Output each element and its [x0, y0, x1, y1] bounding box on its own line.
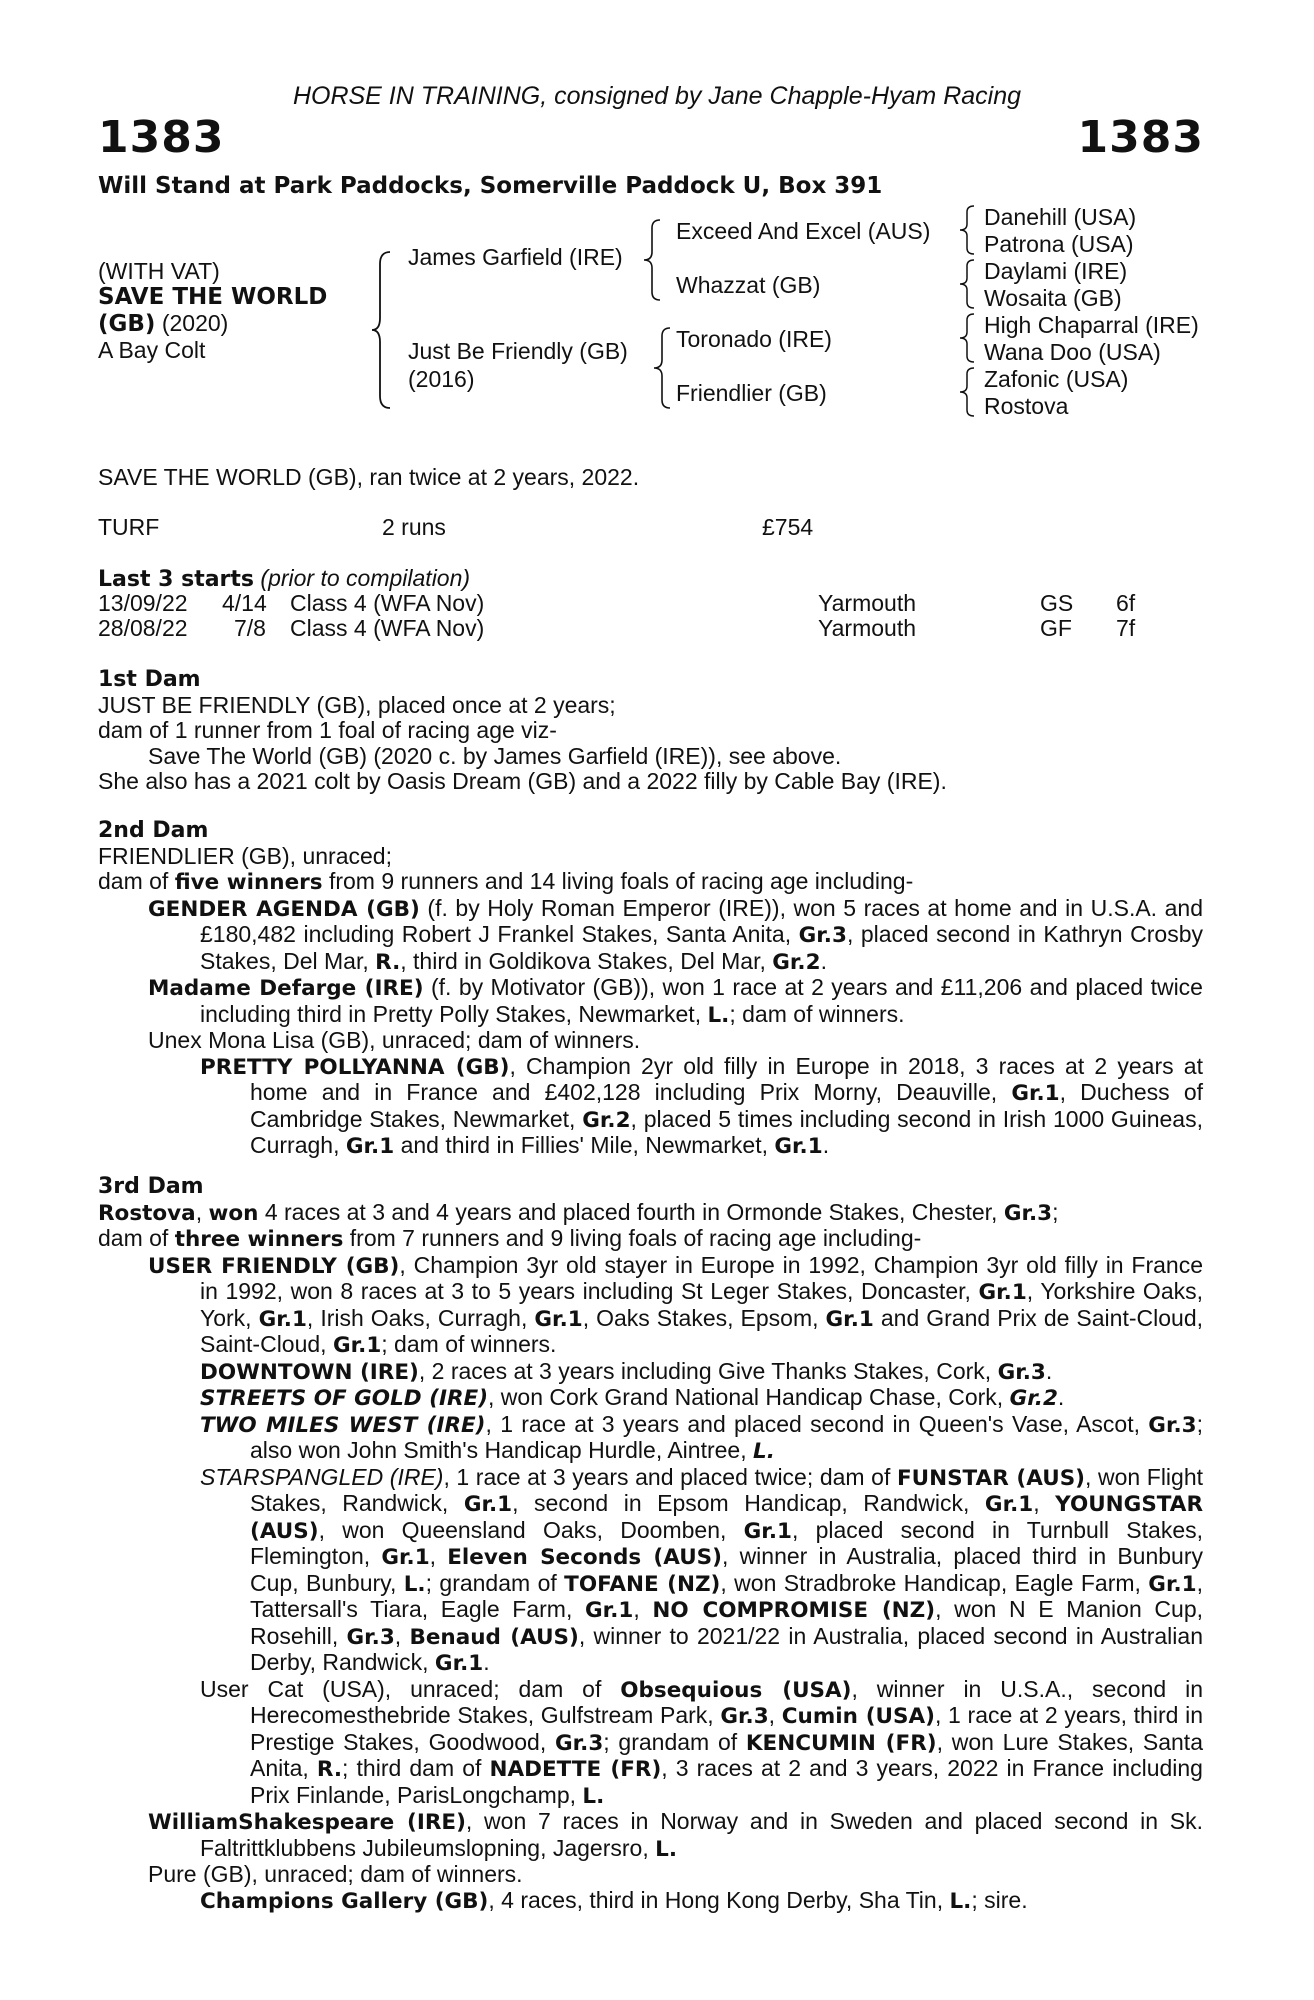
- second-dam-produce: GENDER AGENDA (GB) (f. by Holy Roman Emperor (IRE)), won 5 races at home and in U.S.A. and £180,482 including Robert J Frankel Stakes, Santa Anita, Gr.3, placed second in Kathryn Crosby Stakes, Del Mar, R., third in Goldikova Stakes, Del Mar, Gr.2.: [148, 894, 1203, 975]
- third-dam-line: dam of three winners from 7 runners and 9 living foals of racing age including-: [98, 1225, 922, 1252]
- pedigree-ssd: Patrona (USA): [984, 231, 1134, 257]
- pedigree-brace-sd: [958, 258, 978, 310]
- stand-location: Will Stand at Park Paddocks, Somerville Paddock U, Box 391: [98, 173, 883, 199]
- start-position: 4/14: [222, 590, 267, 616]
- start-date: 28/08/22: [98, 615, 188, 641]
- turf-label: TURF: [98, 514, 160, 540]
- horse-origin-year: (GB) (2020): [98, 310, 229, 337]
- start-race: Class 4 (WFA Nov): [290, 590, 485, 616]
- start-going: GF: [1040, 615, 1072, 641]
- lot-number-right: 1383: [1077, 112, 1204, 163]
- horse-name: SAVE THE WORLD: [98, 284, 328, 310]
- first-dam-line: She also has a 2021 colt by Oasis Dream (GB) and a 2022 filly by Cable Bay (IRE).: [98, 768, 947, 794]
- pedigree-dam-year: (2016): [408, 366, 475, 392]
- lot-number-left: 1383: [98, 112, 225, 163]
- first-dam-heading: 1st Dam: [98, 667, 201, 692]
- third-dam-section: [98, 1174, 1203, 1914]
- turf-runs: 2 runs: [382, 514, 446, 540]
- start-distance: 7f: [1116, 615, 1136, 641]
- third-dam-produce: Pure (GB), unraced; dam of winners.: [148, 1861, 523, 1887]
- third-dam-grandproduce: DOWNTOWN (IRE), 2 races at 3 years including Give Thanks Stakes, Cork, Gr.3.: [200, 1357, 1053, 1385]
- last-starts-heading: Last 3 starts (prior to compilation): [98, 565, 471, 592]
- pedigree-dam-dam: Friendlier (GB): [676, 380, 827, 406]
- pedigree-dsd: Wana Doo (USA): [984, 339, 1161, 365]
- first-dam-section: [98, 667, 1203, 795]
- pedigree-dam-sire: Toronado (IRE): [676, 326, 832, 352]
- first-dam-line: dam of 1 runner from 1 foal of racing age viz-: [98, 717, 557, 743]
- third-dam-grandproduce: TWO MILES WEST (IRE), 1 race at 3 years and placed second in Queen's Vase, Ascot, Gr.3; also won John Smith's Handicap Hurdle, Aintree, L.: [200, 1410, 1203, 1464]
- second-dam-line: FRIENDLIER (GB), unraced;: [98, 842, 392, 869]
- third-dam-grandproduce: User Cat (USA), unraced; dam of Obsequious (USA), winner in U.S.A., second in Herecomesthebride Stakes, Gulfstream Park, Gr.3, Cumin (USA), 1 race at 2 years, third in Prestige Stakes, Goodwood, Gr.3; grandam of KENCUMIN (FR), won Lure Stakes, Santa Anita, R.; third dam of NADETTE (FR), 3 races at 2 and 3 years, 2022 in France including Prix Finlande, ParisLongchamp, L.: [200, 1675, 1204, 1809]
- third-dam-produce: USER FRIENDLY (GB), Champion 3yr old stayer in Europe in 1992, Champion 3yr old filly in France in 1992, won 8 races at 3 to 5 years including St Leger Stakes, Doncaster, Gr.1, Yorkshire Oaks, York, Gr.1, Irish Oaks, Curragh, Gr.1, Oaks Stakes, Epsom, Gr.1 and Grand Prix de Saint-Cloud, Saint-Cloud, Gr.1; dam of winners.: [148, 1251, 1204, 1358]
- second-dam-line: dam of five winners from 9 runners and 14 living foals of racing age including-: [98, 868, 914, 895]
- second-dam-grandproduce: PRETTY POLLYANNA (GB), Champion 2yr old filly in Europe in 2018, 3 races at 2 years at home and in France and £402,128 including Prix Morny, Deauville, Gr.1, Duchess of Cambridge Stakes, Newmarket, Gr.2, placed 5 times including second in Irish 1000 Guineas, Curragh, Gr.1 and third in Fillies' Mile, Newmarket, Gr.1.: [200, 1052, 1204, 1159]
- pedigree-brace-ss: [958, 204, 978, 256]
- third-dam-heading: 3rd Dam: [98, 1174, 204, 1199]
- pedigree-brace-sire: [642, 218, 664, 302]
- pedigree-brace-main: [370, 250, 394, 410]
- third-dam-line: Rostova, won 4 races at 3 and 4 years and placed fourth in Ormonde Stakes, Chester, Gr.3;: [98, 1198, 1059, 1226]
- pedigree-sss: Danehill (USA): [984, 204, 1137, 230]
- start-distance: 6f: [1116, 590, 1136, 616]
- second-dam-section: [98, 818, 1203, 1160]
- pedigree-sire: James Garfield (IRE): [408, 244, 623, 270]
- third-dam-grandproduce: STREETS OF GOLD (IRE), won Cork Grand National Handicap Chase, Cork, Gr.2.: [200, 1384, 1065, 1411]
- pedigree-sdd: Wosaita (GB): [984, 285, 1122, 311]
- start-course: Yarmouth: [818, 590, 917, 616]
- third-dam-grandproduce: Champions Gallery (GB), 4 races, third in Hong Kong Derby, Sha Tin, L.; sire.: [200, 1886, 1028, 1914]
- start-race: Class 4 (WFA Nov): [290, 615, 485, 641]
- start-position: 7/8: [234, 615, 266, 641]
- start-going: GS: [1040, 590, 1074, 616]
- race-summary: SAVE THE WORLD (GB), ran twice at 2 years, 2022.: [98, 464, 640, 490]
- second-dam-produce: Madame Defarge (IRE) (f. by Motivator (GB)), won 1 race at 2 years and £11,206 and placed twice including third in Pretty Polly Stakes, Newmarket, L.; dam of winners.: [148, 974, 1203, 1028]
- horse-description: A Bay Colt: [98, 337, 206, 363]
- second-dam-heading: 2nd Dam: [98, 818, 209, 843]
- start-course: Yarmouth: [818, 615, 917, 641]
- pedigree-sire-sire: Exceed And Excel (AUS): [676, 218, 931, 244]
- pedigree-brace-dd: [958, 366, 978, 418]
- turf-earnings: £754: [762, 514, 814, 540]
- second-dam-produce: Unex Mona Lisa (GB), unraced; dam of winners.: [148, 1027, 641, 1053]
- pedigree-sds: Daylami (IRE): [984, 258, 1128, 284]
- third-dam-produce: WilliamShakespeare (IRE), won 7 races in Norway and in Sweden and placed second in Sk. Faltrittklubbens Jubileumslopning, Jagersro, L.: [148, 1808, 1203, 1862]
- third-dam-grandproduce: STARSPANGLED (IRE), 1 race at 3 years and placed twice; dam of FUNSTAR (AUS), won Flight Stakes, Randwick, Gr.1, second in Epsom Handicap, Randwick, Gr.1, YOUNGSTAR (AUS), won Queensland Oaks, Doomben, Gr.1, placed second in Turnbull Stakes, Flemington, Gr.1, Eleven Seconds (AUS), winner in Australia, placed third in Bunbury Cup, Bunbury, L.; grandam of TOFANE (NZ), won Stradbroke Handicap, Eagle Farm, Gr.1, Tattersall's Tiara, Eagle Farm, Gr.1, NO COMPROMISE (NZ), won N E Manion Cup, Rosehill, Gr.3, Benaud (AUS), winner to 2021/22 in Australia, placed second in Australian Derby, Randwick, Gr.1.: [200, 1463, 1204, 1676]
- pedigree-sire-dam: Whazzat (GB): [676, 272, 821, 298]
- pedigree-brace-ds: [958, 312, 978, 364]
- pedigree-brace-dam: [652, 326, 674, 410]
- pedigree-dds: Zafonic (USA): [984, 366, 1129, 392]
- first-dam-line: JUST BE FRIENDLY (GB), placed once at 2 years;: [98, 691, 616, 718]
- vat-note: (WITH VAT): [98, 258, 220, 284]
- first-dam-line: Save The World (GB) (2020 c. by James Garfield (IRE)), see above.: [148, 742, 842, 769]
- consignor-line: HORSE IN TRAINING, consigned by Jane Chapple-Hyam Racing: [292, 82, 1022, 110]
- pedigree-ddd: Rostova: [984, 393, 1069, 419]
- pedigree-dam: Just Be Friendly (GB): [408, 338, 628, 364]
- start-date: 13/09/22: [98, 590, 188, 616]
- pedigree-dss: High Chaparral (IRE): [984, 312, 1199, 338]
